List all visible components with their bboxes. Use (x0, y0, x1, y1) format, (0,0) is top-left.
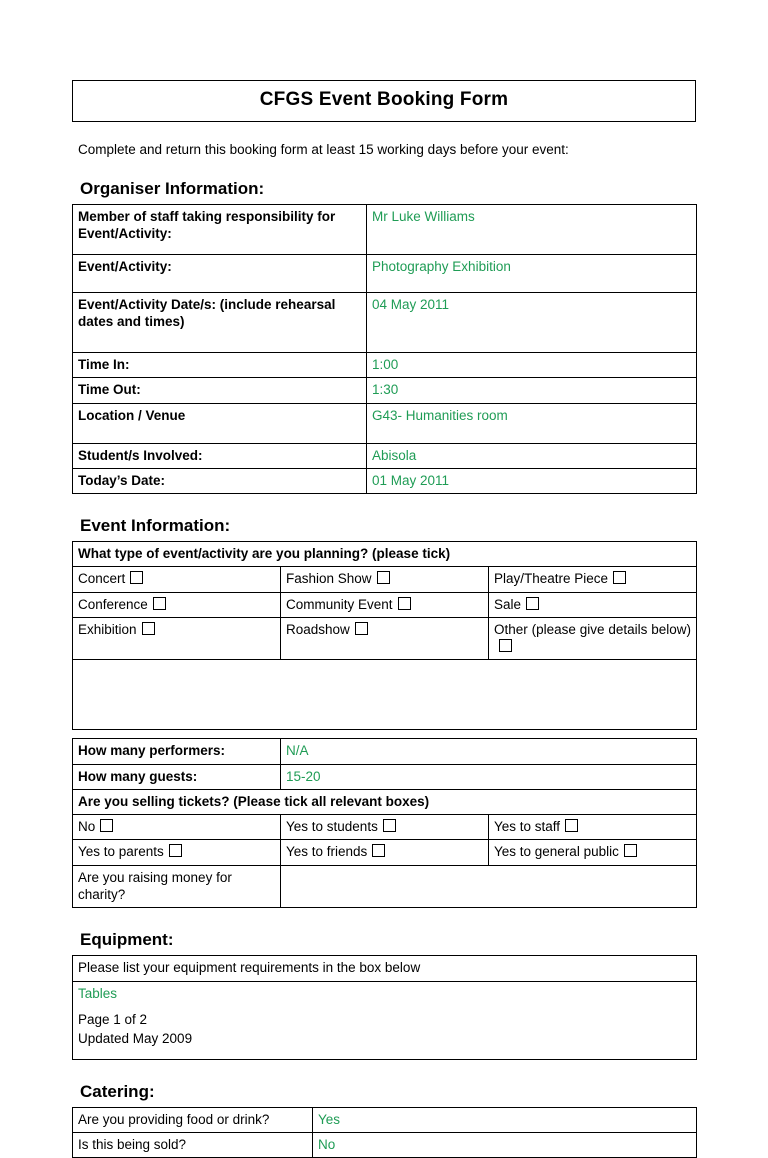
event-type-question: What type of event/activity are you planning? (please tick) (73, 542, 697, 567)
page-footer (78, 1010, 192, 1049)
organiser-information-table (72, 204, 697, 494)
ticket-option-parents[interactable] (73, 840, 281, 865)
equipment-value[interactable]: Tables (73, 981, 697, 1059)
event-type-community-event[interactable] (281, 592, 489, 617)
event-type-fashion-show[interactable] (281, 567, 489, 592)
table-row (73, 789, 697, 814)
table-row (73, 353, 697, 378)
event-type-exhibition[interactable] (73, 617, 281, 660)
table-row (73, 1132, 697, 1157)
event-type-sale[interactable] (489, 592, 697, 617)
catering-food-label: Are you providing food or drink? (73, 1107, 313, 1132)
ticket-option-general-public-label: Yes to general public (494, 844, 619, 860)
event-type-play-label: Play/Theatre Piece (494, 571, 609, 587)
checkbox-icon[interactable] (613, 571, 626, 584)
checkbox-icon[interactable] (130, 571, 143, 584)
tickets-question: Are you selling tickets? (Please tick all relevant boxes) (73, 789, 697, 814)
catering-table (72, 1107, 697, 1158)
checkbox-icon[interactable] (398, 597, 411, 610)
section-heading-equipment: Equipment: (80, 930, 174, 950)
page-title: CFGS Event Booking Form (259, 89, 509, 110)
footer-updated: Updated May 2009 (78, 1031, 193, 1047)
intro-text: Complete and return this booking form at least 15 working days before your event: (78, 142, 569, 157)
charity-label: Are you raising money for charity? (73, 865, 281, 908)
table-row (73, 378, 697, 403)
catering-food-value[interactable]: Yes (313, 1107, 697, 1132)
checkbox-icon[interactable] (169, 844, 182, 857)
ticket-option-parents-label: Yes to parents (78, 844, 164, 860)
section-heading-catering: Catering: (80, 1081, 155, 1101)
organiser-timein-value[interactable]: 1:00 (367, 353, 697, 378)
section-heading-event: Event Information: (80, 516, 231, 536)
table-row (73, 255, 697, 293)
guests-value[interactable]: 15-20 (281, 764, 697, 789)
organiser-staff-label: Member of staff taking responsibility for Event/Activity: (73, 205, 367, 255)
organiser-students-label: Student/s Involved: (73, 443, 367, 468)
table-row (73, 403, 697, 443)
organiser-timeout-value[interactable]: 1:30 (367, 378, 697, 403)
catering-sold-value[interactable]: No (313, 1132, 697, 1157)
event-type-play[interactable] (489, 567, 697, 592)
event-information-table (72, 541, 697, 730)
ticket-option-students[interactable] (281, 815, 489, 840)
table-row (73, 865, 697, 908)
checkbox-icon[interactable] (499, 639, 512, 652)
event-type-roadshow[interactable] (281, 617, 489, 660)
checkbox-icon[interactable] (383, 819, 396, 832)
checkbox-icon[interactable] (142, 622, 155, 635)
organiser-activity-value[interactable]: Photography Exhibition (367, 255, 697, 293)
organiser-todaysdate-value[interactable]: 01 May 2011 (367, 468, 697, 493)
event-type-roadshow-label: Roadshow (286, 621, 350, 637)
table-row (73, 468, 697, 493)
organiser-todaysdate-label: Today’s Date: (73, 468, 367, 493)
ticket-option-staff-label: Yes to staff (494, 819, 561, 835)
organiser-students-value[interactable]: Abisola (367, 443, 697, 468)
event-type-conference[interactable] (73, 592, 281, 617)
table-row (73, 956, 697, 981)
table-row (73, 567, 697, 592)
organiser-dates-label: Event/Activity Date/s: (include rehearsal dates and times) (73, 293, 367, 353)
table-row (73, 592, 697, 617)
organiser-timeout-label: Time Out: (73, 378, 367, 403)
footer-page-number: Page 1 of 2 (78, 1011, 148, 1027)
guests-label: How many guests: (73, 764, 281, 789)
event-type-exhibition-label: Exhibition (78, 621, 137, 637)
event-type-sale-label: Sale (494, 596, 522, 612)
table-row (73, 840, 697, 865)
organiser-dates-value[interactable]: 04 May 2011 (367, 293, 697, 353)
ticket-option-students-label: Yes to students (286, 819, 378, 835)
equipment-instruction: Please list your equipment requirements in the box below (73, 956, 697, 981)
organiser-venue-label: Location / Venue (73, 403, 367, 443)
organiser-activity-label: Event/Activity: (73, 255, 367, 293)
event-type-concert[interactable] (73, 567, 281, 592)
organiser-timein-label: Time In: (73, 353, 367, 378)
performers-label: How many performers: (73, 739, 281, 764)
checkbox-icon[interactable] (100, 819, 113, 832)
checkbox-icon[interactable] (526, 597, 539, 610)
checkbox-icon[interactable] (372, 844, 385, 857)
event-other-details-box[interactable] (73, 660, 697, 730)
event-type-concert-label: Concert (78, 571, 126, 587)
event-type-other[interactable] (489, 617, 697, 660)
ticket-option-general-public[interactable] (489, 840, 697, 865)
table-row (73, 617, 697, 660)
event-type-community-event-label: Community Event (286, 596, 393, 612)
form-title-box (72, 80, 696, 122)
checkbox-icon[interactable] (624, 844, 637, 857)
table-row (73, 660, 697, 730)
table-row (73, 542, 697, 567)
section-heading-organiser: Organiser Information: (80, 179, 265, 198)
checkbox-icon[interactable] (153, 597, 166, 610)
event-type-conference-label: Conference (78, 596, 148, 612)
event-type-other-label: Other (please give details below) (494, 621, 692, 637)
ticket-option-friends[interactable] (281, 840, 489, 865)
charity-value[interactable] (281, 865, 697, 908)
table-row (73, 739, 697, 764)
event-type-fashion-show-label: Fashion Show (286, 571, 372, 587)
table-row (73, 205, 697, 255)
table-row (73, 1107, 697, 1132)
ticket-option-friends-label: Yes to friends (286, 844, 368, 860)
ticket-option-staff[interactable] (489, 815, 697, 840)
table-row (73, 764, 697, 789)
checkbox-icon[interactable] (355, 622, 368, 635)
catering-sold-label: Is this being sold? (73, 1132, 313, 1157)
event-numbers-table (72, 738, 697, 908)
table-row (73, 815, 697, 840)
table-row (73, 443, 697, 468)
checkbox-icon[interactable] (565, 819, 578, 832)
table-row (73, 293, 697, 353)
performers-value[interactable]: N/A (281, 739, 697, 764)
organiser-staff-value[interactable]: Mr Luke Williams (367, 205, 697, 255)
ticket-option-no[interactable] (73, 815, 281, 840)
organiser-venue-value[interactable]: G43- Humanities room (367, 403, 697, 443)
checkbox-icon[interactable] (377, 571, 390, 584)
ticket-option-no-label: No (78, 819, 96, 835)
